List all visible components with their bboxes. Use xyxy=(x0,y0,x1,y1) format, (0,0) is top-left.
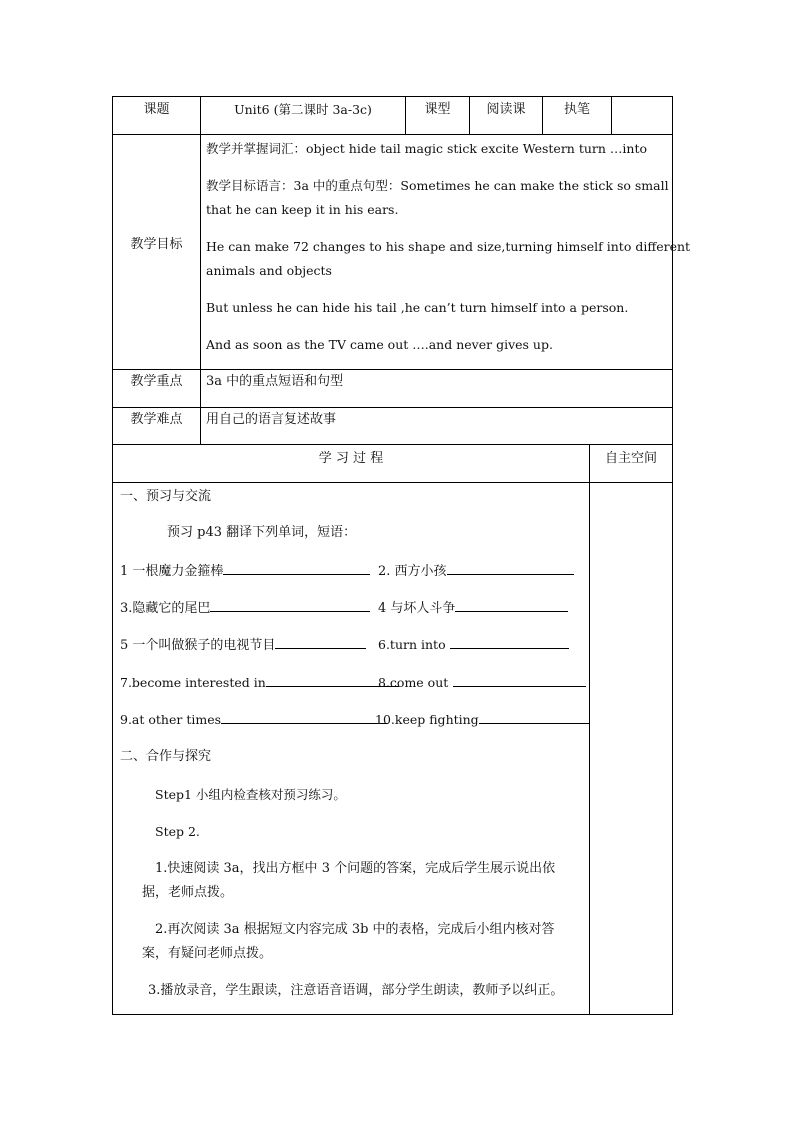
vocab-item: 5 一个叫做猴子的电视节目 xyxy=(120,637,366,654)
key-points-value: 3a 中的重点短语和句型 xyxy=(206,374,344,389)
vocab-item: 4 与坏人斗争 xyxy=(378,600,568,617)
vocab-item: 7.become interested in xyxy=(120,675,399,691)
goals-line: But unless he can hide his tail ,he can’t turn himself into a person. xyxy=(206,300,629,315)
column-divider xyxy=(200,97,201,444)
vocab-item: 10.keep fighting xyxy=(375,712,590,728)
writer-label: 执笔 xyxy=(563,102,590,117)
vocab-item: 1 一根魔力金箍棒 xyxy=(120,563,370,580)
goals-line: 教学并掌握词汇：object hide tail magic stick excite Western turn …into xyxy=(206,141,647,156)
goals-line: He can make 72 changes to his shape and size,turning himself into different xyxy=(206,239,691,254)
column-divider xyxy=(589,444,590,1014)
self-study-heading: 自主空间 xyxy=(604,451,657,466)
section-title: 一、预习与交流 xyxy=(120,489,212,504)
vocab-item: 6.turn into xyxy=(378,637,569,653)
lesson-type-label: 课型 xyxy=(424,102,451,117)
column-divider xyxy=(611,97,612,134)
goals-line: 教学目标语言：3a 中的重点句型：Sometimes he can make the stick so small xyxy=(206,178,669,193)
goals-label: 教学目标 xyxy=(130,237,183,252)
difficult-points-label: 教学难点 xyxy=(130,412,183,427)
vocab-item: 3.隐藏它的尾巴 xyxy=(120,600,370,617)
step-text: Step1 小组内检查核对预习练习。 xyxy=(155,787,346,802)
step-text: Step 2. xyxy=(155,824,200,839)
task-text: 3.播放录音，学生跟读，注意语音语调，部分学生朗读，教师予以纠正。 xyxy=(148,983,564,998)
lesson-plan-table xyxy=(112,96,691,1015)
process-heading: 学 习 过 程 xyxy=(318,451,384,466)
row-divider xyxy=(113,369,672,370)
row-divider xyxy=(113,134,672,135)
section-title: 二、合作与探究 xyxy=(120,749,212,764)
subject-label: 课题 xyxy=(143,102,170,117)
goals-line: And as soon as the TV came out ….and never gives up. xyxy=(206,337,553,352)
key-points-label: 教学重点 xyxy=(130,374,183,389)
lesson-title: Unit6 (第二课时 3a-3c) xyxy=(234,102,372,117)
lesson-type-value: 阅读课 xyxy=(486,102,526,117)
task-text: 1.快速阅读 3a，找出方框中 3 个问题的答案，完成后学生展示说出依 xyxy=(155,861,556,876)
task-text: 案，有疑问老师点拨。 xyxy=(142,946,273,961)
preview-instruction: 预习 p43 翻译下列单词，短语： xyxy=(167,525,357,540)
vocab-item: 8.come out xyxy=(378,675,586,691)
row-divider xyxy=(113,407,672,408)
goals-line: that he can keep it in his ears. xyxy=(206,202,399,217)
difficult-points-value: 用自己的语言复述故事 xyxy=(206,412,337,427)
task-text: 2.再次阅读 3a 根据短文内容完成 3b 中的表格，完成后小组内核对答 xyxy=(155,922,555,937)
vocab-item: 2. 西方小孩 xyxy=(378,563,574,580)
goals-line: animals and objects xyxy=(206,263,332,278)
vocab-item: 9.at other times xyxy=(120,712,388,728)
task-text: 据，老师点拨。 xyxy=(142,885,234,900)
